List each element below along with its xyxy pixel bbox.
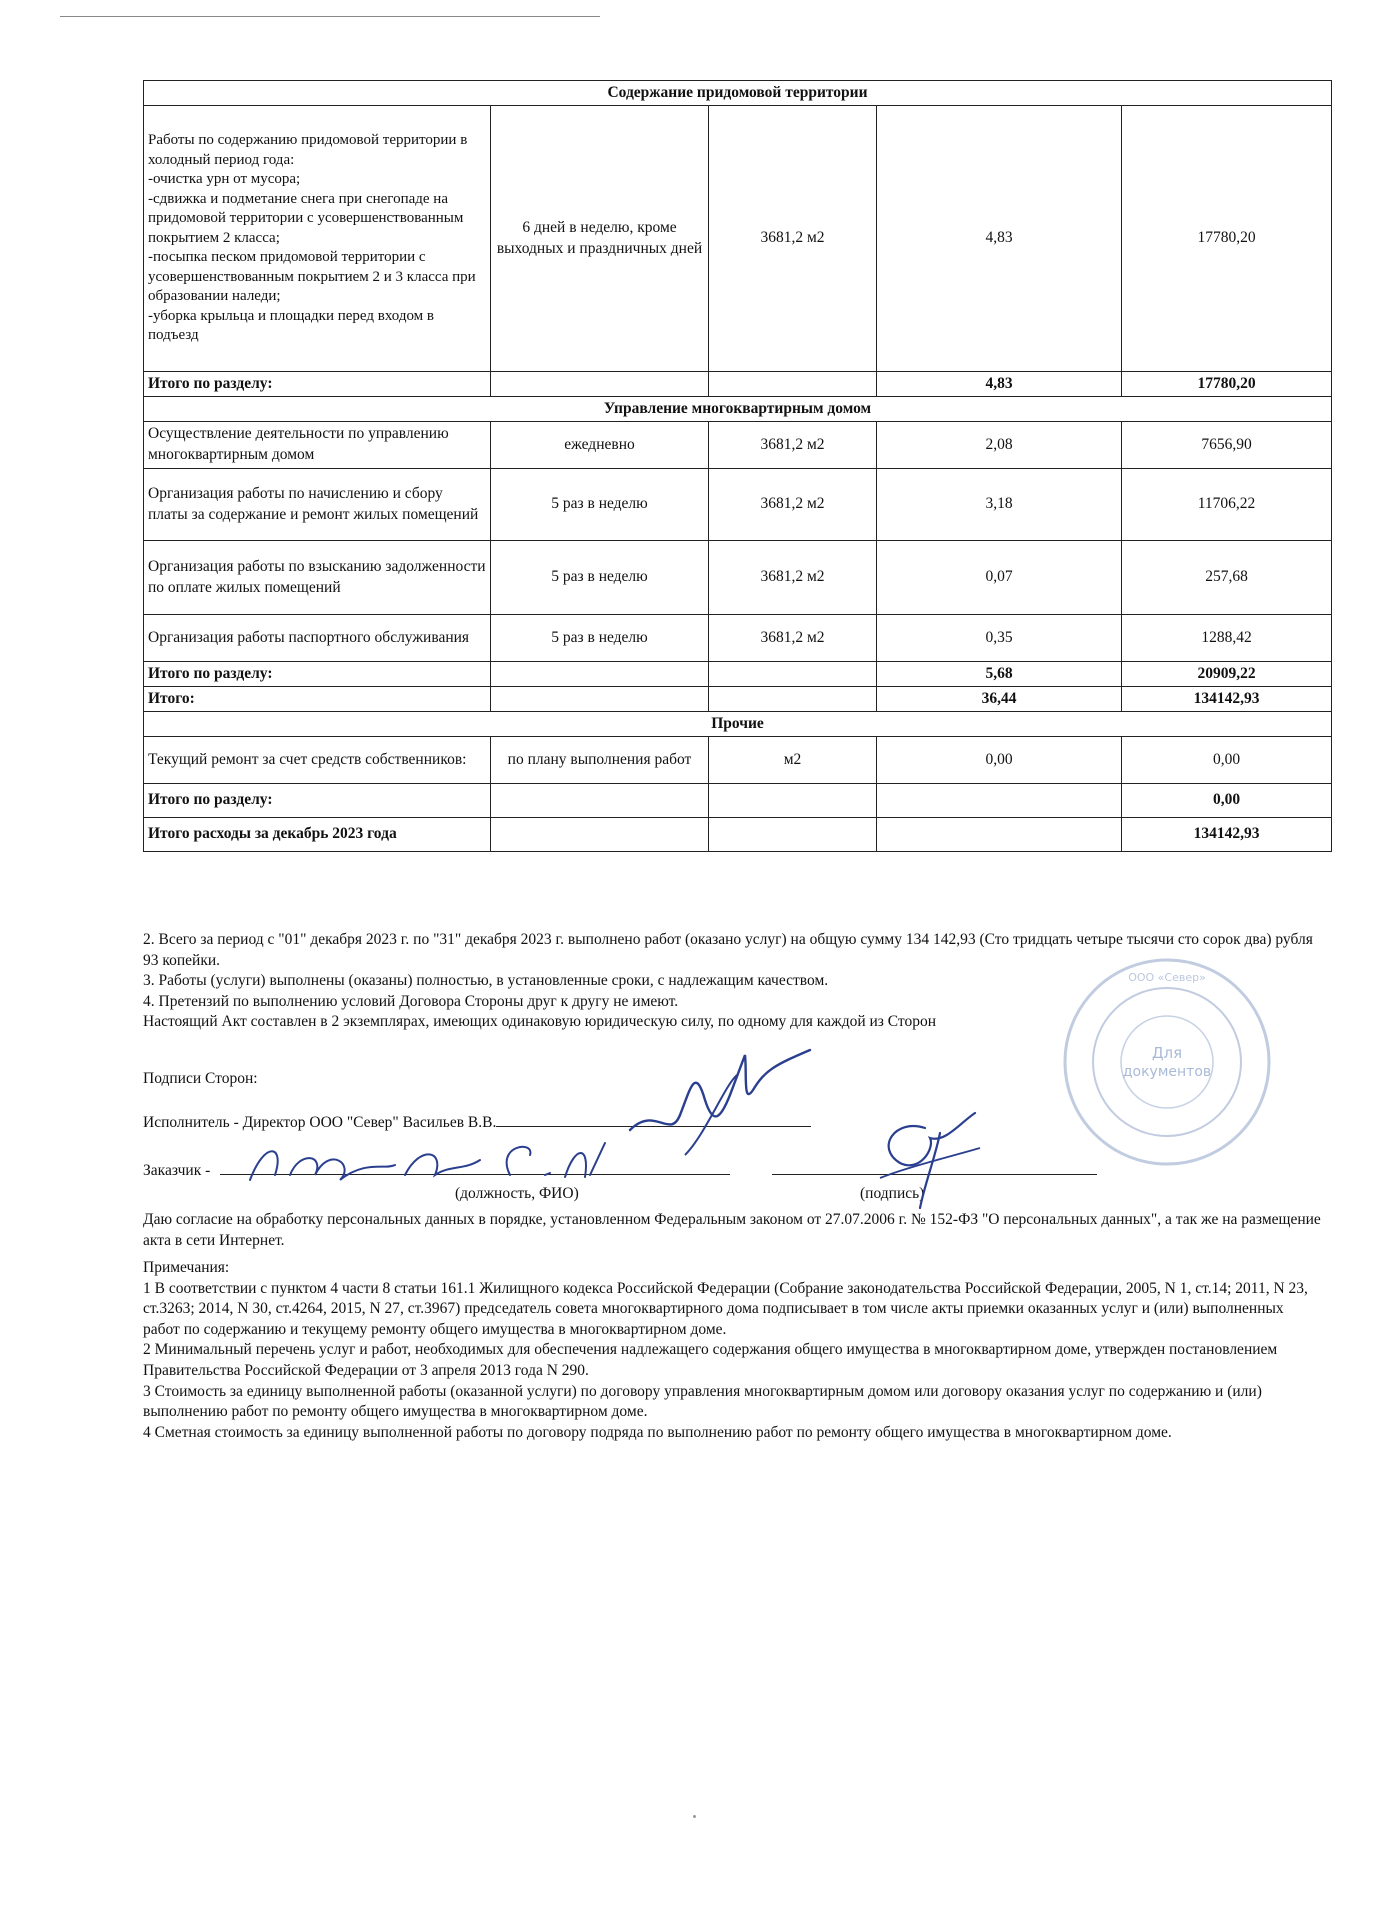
section-title-territory: Содержание придомовой территории (144, 81, 1332, 106)
work-description: Осуществление деятельности по управлению многоквартирным домом (144, 422, 491, 469)
total-rate: 4,83 (877, 372, 1122, 397)
work-rate: 4,83 (877, 106, 1122, 372)
work-sum: 257,68 (1122, 541, 1332, 615)
note-item: 4 Сметная стоимость за единицу выполненной работы по договору подряда по выполнению работ по ремонту общего имущества в многоквартирном доме. (143, 1423, 1172, 1441)
work-rate: 0,35 (877, 615, 1122, 662)
table-row (144, 106, 1332, 372)
paragraph: 4. Претензий по выполнению условий Договора Стороны друг к другу не имеют. (143, 992, 679, 1010)
svg-text:документов: документов (1122, 1064, 1212, 1080)
expenses-total-row (144, 818, 1332, 852)
signatures-title: Подписи Сторон: (143, 1070, 258, 1087)
section-total-row (144, 662, 1332, 687)
work-description: Организация работы паспортного обслуживания (144, 615, 491, 662)
work-sum: 11706,22 (1122, 469, 1332, 541)
paragraph: 3. Работы (услуги) выполнены (оказаны) полностью, в установленные сроки, с надлежащим качеством. (143, 972, 829, 990)
paragraph: Настоящий Акт составлен в 2 экземплярах, имеющих одинаковую юридическую силу, по одному для каждой из Сторон (143, 1013, 937, 1031)
signature-caption: (подпись) (860, 1185, 925, 1202)
work-area: 3681,2 м2 (709, 422, 877, 469)
work-description: Работы по содержанию придомовой территории в холодный период года: -очистка урн от мусора; -сдвижка и подметание снега при снегопаде на придомовой территории с усовершенствованным покрытием 2 класса; -посыпка песком придомовой территории с усовершенствованным покрытием 2 и 3 класса при образовании наледи; -уборка крыльца и площадки перед входом в подъезд (144, 106, 491, 372)
work-area: 3681,2 м2 (709, 541, 877, 615)
work-frequency: 5 раз в неделю (491, 615, 709, 662)
grand-total-row (144, 687, 1332, 712)
work-rate: 0,07 (877, 541, 1122, 615)
customer-label: Заказчик - (143, 1162, 211, 1179)
table-row (144, 737, 1332, 784)
executor-label: Исполнитель - Директор ООО "Север" Васильев В.В. (143, 1114, 497, 1131)
notes (143, 1258, 1323, 1443)
work-description: Текущий ремонт за счет средств собственников: (144, 737, 491, 784)
section-total-row (144, 784, 1332, 818)
total-label: Итого: (144, 687, 491, 712)
customer-signature-ink (865, 1108, 985, 1213)
note-item: 3 Стоимость за единицу выполненной работы (оказанной услуги) по договору управления многоквартирным домом или договору оказания услуг по содержанию и (или) выполнению работ по ремонту общего имущества в многоквартирном доме. (143, 1382, 1262, 1421)
position-caption: (должность, ФИО) (455, 1185, 579, 1202)
work-sum: 7656,90 (1122, 422, 1332, 469)
note-item: 1 В соответствии с пунктом 4 части 8 статьи 161.1 Жилищного кодекса Российской Федерации (Собрание законодательства Российской Федерации, 2005, N 1, ст.14; 2011, N 23, ст.3263; 2014, N 30, ст.4264, 2015, N 27, ст.3967) председатель совета многоквартирного дома подписывает в том числе акты приемки оказанных услуг и (или) выполненных работ по содержанию и текущему ремонту общего имущества в многоквартирном доме. (143, 1279, 1308, 1338)
work-rate: 0,00 (877, 737, 1122, 784)
total-sum: 134142,93 (1122, 818, 1332, 852)
total-rate: 36,44 (877, 687, 1122, 712)
table-row (144, 469, 1332, 541)
services-table (143, 80, 1332, 852)
work-area: м2 (709, 737, 877, 784)
total-sum: 20909,22 (1122, 662, 1332, 687)
work-frequency: 5 раз в неделю (491, 541, 709, 615)
scan-speck (693, 1815, 696, 1818)
section-title-other: Прочие (144, 712, 1332, 737)
total-rate: 5,68 (877, 662, 1122, 687)
work-area: 3681,2 м2 (709, 615, 877, 662)
notes-title: Примечания: (143, 1259, 230, 1276)
table-row (144, 541, 1332, 615)
total-label: Итого по разделу: (144, 662, 491, 687)
work-frequency: 6 дней в неделю, кроме выходных и праздничных дней (491, 106, 709, 372)
work-sum: 0,00 (1122, 737, 1332, 784)
total-sum: 17780,20 (1122, 372, 1332, 397)
svg-text:ООО «Север»: ООО «Север» (1128, 971, 1206, 984)
table-row (144, 615, 1332, 662)
section-header-row (144, 712, 1332, 737)
total-sum: 134142,93 (1122, 687, 1332, 712)
work-frequency: по плану выполнения работ (491, 737, 709, 784)
total-label: Итого по разделу: (144, 784, 491, 818)
work-description: Организация работы по взысканию задолженности по оплате жилых помещений (144, 541, 491, 615)
company-stamp (1060, 955, 1275, 1170)
table-row (144, 422, 1332, 469)
customer-name-handwriting (245, 1135, 635, 1195)
work-area: 3681,2 м2 (709, 106, 877, 372)
work-rate: 2,08 (877, 422, 1122, 469)
section-total-row (144, 372, 1332, 397)
work-frequency: 5 раз в неделю (491, 469, 709, 541)
top-rule (60, 16, 600, 17)
total-sum: 0,00 (1122, 784, 1332, 818)
work-rate: 3,18 (877, 469, 1122, 541)
executor-signature-ink (625, 1045, 815, 1160)
work-frequency: ежедневно (491, 422, 709, 469)
consent-text: Даю согласие на обработку персональных данных в порядке, установленном Федеральным законом от 27.07.2006 г. № 152-ФЗ "О персональных данных", а так же на размещение акта в сети Интернет. (143, 1211, 1321, 1249)
section-title-management: Управление многоквартирным домом (144, 397, 1332, 422)
total-label: Итого расходы за декабрь 2023 года (144, 818, 491, 852)
work-description: Организация работы по начислению и сбору платы за содержание и ремонт жилых помещений (144, 469, 491, 541)
section-header-row (144, 397, 1332, 422)
note-item: 2 Минимальный перечень услуг и работ, необходимых для обеспечения надлежащего содержания общего имущества в многоквартирном доме, утвержден постановлением Правительства Российской Федерации от 3 апреля 2013 года N 290. (143, 1341, 1278, 1380)
section-header-row (144, 81, 1332, 106)
paragraph: 2. Всего за период с "01" декабря 2023 г. по "31" декабря 2023 г. выполнено работ (оказано услуг) на общую сумму 134 142,93 (Сто тридцать четыре тысячи сто сорок два) рубля 93 копейки. (143, 931, 1313, 969)
work-sum: 1288,42 (1122, 615, 1332, 662)
work-area: 3681,2 м2 (709, 469, 877, 541)
work-sum: 17780,20 (1122, 106, 1332, 372)
stamp-text: Для (1151, 1044, 1183, 1062)
total-label: Итого по разделу: (144, 372, 491, 397)
